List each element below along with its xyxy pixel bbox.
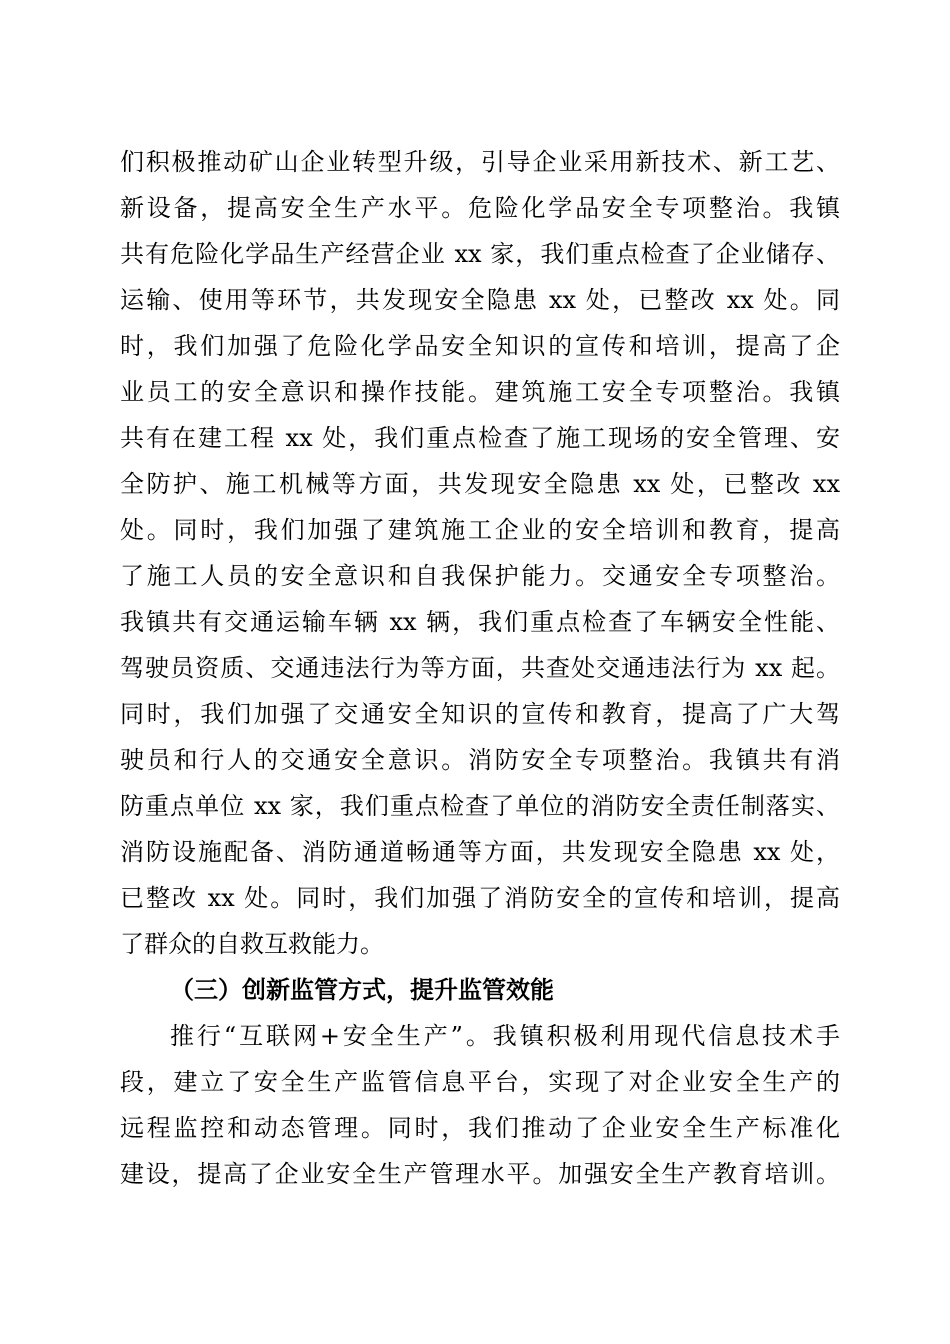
body-text-line: 了群众的自救互救能力。 [120,930,384,958]
body-text-line: 了施工人员的安全意识和自我保护能力。交通安全专项整治。 [120,562,840,590]
body-text-line: 共有危险化学品生产经营企业 xx 家，我们重点检查了企业储存、 [120,240,840,268]
body-text-line: 建设，提高了企业安全生产管理水平。加强安全生产教育培训。 [120,1160,840,1188]
body-text-line: 我镇共有交通运输车辆 xx 辆，我们重点检查了车辆安全性能、 [120,608,840,636]
body-text-line: 新设备，提高安全生产水平。危险化学品安全专项整治。我镇 [120,194,840,222]
body-text-line: 防重点单位 xx 家，我们重点检查了单位的消防安全责任制落实、 [120,792,840,820]
body-text-line: 共有在建工程 xx 处，我们重点检查了施工现场的安全管理、安 [120,424,840,452]
body-text-line: 驾驶员资质、交通违法行为等方面，共查处交通违法行为 xx 起。 [120,654,840,682]
body-text-line: 远程监控和动态管理。同时，我们推动了企业安全生产标准化 [120,1114,840,1142]
body-text-line: 驶员和行人的交通安全意识。消防安全专项整治。我镇共有消 [120,746,840,774]
body-text-line: 同时，我们加强了交通安全知识的宣传和教育，提高了广大驾 [120,700,840,728]
body-text-line: 全防护、施工机械等方面，共发现安全隐患 xx 处，已整改 xx [120,470,840,498]
body-text-line: 时，我们加强了危险化学品安全知识的宣传和培训，提高了企 [120,332,840,360]
section-heading: （三）创新监管方式，提升监管效能 [170,976,554,1004]
body-text-line: 推行“互联网+安全生产”。我镇积极利用现代信息技术手 [170,1022,840,1050]
body-text-line: 处。同时，我们加强了建筑施工企业的安全培训和教育，提高 [120,516,840,544]
body-text-line: 段，建立了安全生产监管信息平台，实现了对企业安全生产的 [120,1068,840,1096]
body-text-line: 们积极推动矿山企业转型升级，引导企业采用新技术、新工艺、 [120,148,840,176]
body-text-line: 运输、使用等环节，共发现安全隐患 xx 处，已整改 xx 处。同 [120,286,840,314]
body-text-line: 消防设施配备、消防通道畅通等方面，共发现安全隐患 xx 处， [120,838,840,866]
body-text-line: 业员工的安全意识和操作技能。建筑施工安全专项整治。我镇 [120,378,840,406]
body-text-line: 已整改 xx 处。同时，我们加强了消防安全的宣传和培训，提高 [120,884,840,912]
